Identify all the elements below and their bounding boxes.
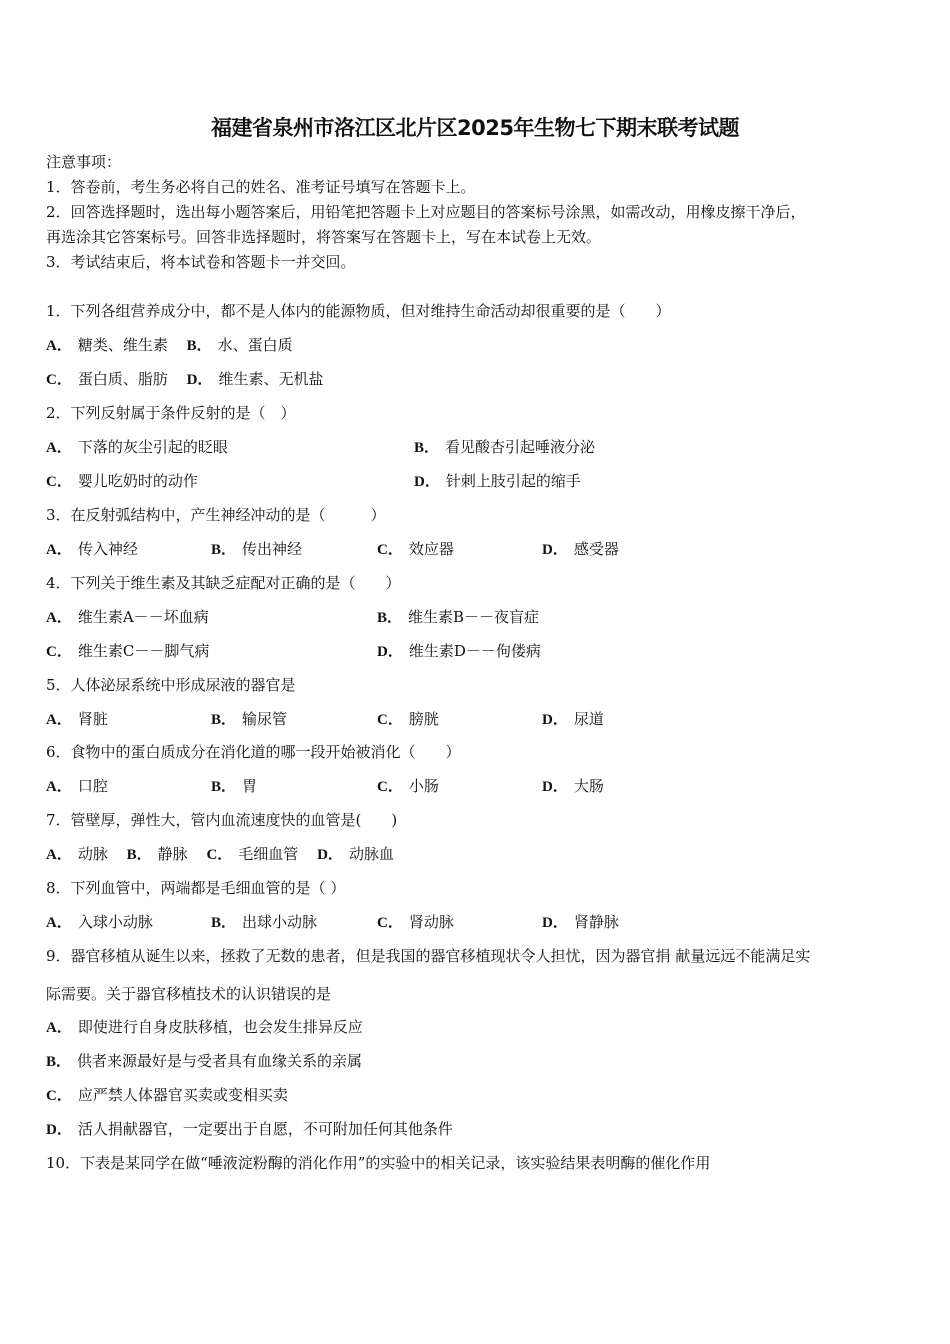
option-a: A． 维生素A－－坏血病 [46,608,209,626]
question-stem: 10．下表是某同学在做“唾液淀粉酶的消化作用”的实验中的相关记录，该实验结果表明酶的催化作用 [46,1154,711,1172]
option-a: A． 传入神经 [46,540,138,558]
option-d: D． 尿道 [542,710,604,728]
option-b: B． 传出神经 [211,540,303,558]
option-d: D． 肾静脉 [542,913,619,931]
option-d: D． 维生素、无机盐 [186,370,324,388]
question-stem: 8．下列血管中，两端都是毛细血管的是（ ） [46,879,346,897]
option-d: D． 活人捐献器官，一定要出于自愿，不可附加任何其他条件 [46,1120,453,1138]
option-a: A． 即使进行自身皮肤移植，也会发生排异反应 [46,1018,363,1036]
question-stem: 3．在反射弧结构中，产生神经冲动的是（ ） [46,506,386,524]
option-c: C． 效应器 [377,540,454,558]
option-d: D． 感受器 [542,540,619,558]
option-a: A． 口腔 [46,777,108,795]
option-b: B． 胃 [211,777,258,795]
option-c: C． 膀胱 [377,710,439,728]
page-title: 福建省泉州市洛江区北片区2025年生物七下期末联考试题 [211,116,739,140]
option-c: C． 小肠 [377,777,439,795]
question-stem: 2．下列反射属于条件反射的是（ ） [46,404,296,422]
option-b: B． 看见酸杏引起唾液分泌 [414,438,596,456]
question-stem: 4．下列关于维生素及其缺乏症配对正确的是（ ） [46,574,401,592]
question-stem: 7．管壁厚，弹性大，管内血流速度快的血管是( ) [46,811,398,829]
option-c: C． 维生素C－－脚气病 [46,642,210,660]
notice-item: 1．答卷前，考生务必将自己的姓名、准考证号填写在答题卡上。 [46,178,476,196]
question-options-row [46,844,394,865]
option-b: B． 出球小动脉 [211,913,318,931]
option-d: D． 动脉血 [317,845,394,863]
notice-item: 再选涂其它答案标号。回答非选择题时，将答案写在答题卡上，写在本试卷上无效。 [46,228,602,246]
option-c: C． 应严禁人体器官买卖或变相买卖 [46,1086,288,1104]
option-b: B． 输尿管 [211,710,288,728]
option-b: B． 供者来源最好是与受者具有血缘关系的亲属 [46,1052,363,1070]
question-stem-continued: 际需要。关于器官移植技术的认识错误的是 [46,985,332,1003]
notice-item: 2．回答选择题时，选出每小题答案后，用铅笔把答题卡上对应题目的答案标号涂黑，如需改动，用橡皮擦干净后， [46,203,806,221]
option-c: C． 婴儿吃奶时的动作 [46,472,198,490]
option-a: A． 下落的灰尘引起的眨眼 [46,438,228,456]
option-c: C． 毛细血管 [206,845,299,863]
question-options-row [46,369,324,390]
option-d: D． 大肠 [542,777,604,795]
notice-heading: 注意事项： [46,153,122,171]
option-a: A． 糖类、维生素 [46,336,168,354]
question-stem: 9．器官移植从诞生以来，拯救了无数的患者，但是我国的器官移植现状令人担忧，因为器官捐 献量远远不能满足实 [46,947,811,965]
option-d: D． 针刺上肢引起的缩手 [414,472,581,490]
option-a: A． 肾脏 [46,710,108,728]
question-stem: 6．食物中的蛋白质成分在消化道的哪一段开始被消化（ ） [46,743,461,761]
notice-item: 3．考试结束后，将本试卷和答题卡一并交回。 [46,253,356,271]
question-stem: 5．人体泌尿系统中形成尿液的器官是 [46,676,296,694]
option-c: C． 肾动脉 [377,913,454,931]
option-d: D． 维生素D－－佝偻病 [377,642,541,660]
option-c: C． 蛋白质、脂肪 [46,370,168,388]
option-a: A． 动脉 [46,845,108,863]
question-stem: 1．下列各组营养成分中，都不是人体内的能源物质，但对维持生命活动却很重要的是（ ） [46,302,671,320]
option-a: A． 入球小动脉 [46,913,153,931]
option-b: B． 静脉 [126,845,188,863]
option-b: B． 维生素B－－夜盲症 [377,608,540,626]
option-b: B． 水、蛋白质 [186,336,293,354]
question-options-row [46,335,293,356]
